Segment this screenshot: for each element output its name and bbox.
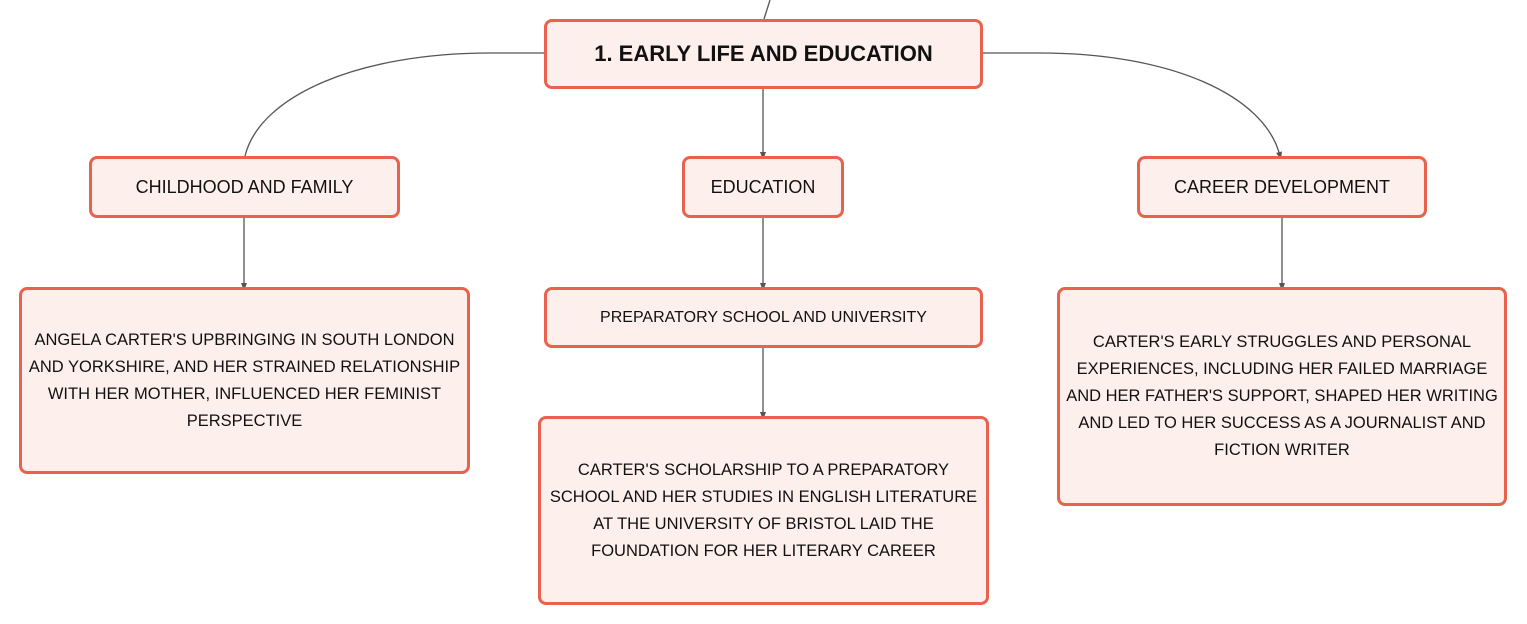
branch-node-label: CAREER DEVELOPMENT (1173, 176, 1391, 197)
leaf-node-education-detail[interactable] (538, 416, 989, 605)
connector-parent-to-root (764, 0, 770, 19)
leaf-node-text: CARTER'S EARLY STRUGGLES AND PERSONAL EXPERIENCES, INCLUDING HER FAILED MARRIAGE AND HER FATHER'S SUPPORT, SHAPED HER WRITING AND LED TO HER SUCCESS AS A JOURNALIST AND FICTION WRITER (1066, 333, 1498, 459)
branch-node-childhood-and-family[interactable] (89, 156, 400, 218)
branch-node-education[interactable] (682, 156, 844, 218)
branch-node-label: CHILDHOOD AND FAMILY (135, 176, 354, 197)
sub-node-preparatory-school-and-university[interactable] (544, 287, 983, 348)
root-node-label: 1. EARLY LIFE AND EDUCATION (594, 41, 933, 66)
connector-root-to-career (983, 53, 1280, 156)
branch-node-career-development[interactable] (1137, 156, 1427, 218)
leaf-node-text: ANGELA CARTER'S UPBRINGING IN SOUTH LONDON AND YORKSHIRE, AND HER STRAINED RELATIONSHIP WITH HER MOTHER, INFLUENCED HER FEMINIST PERSPECTIVE (28, 330, 461, 430)
leaf-node-childhood-detail[interactable] (19, 287, 470, 474)
connector-root-to-childhood (245, 53, 544, 156)
leaf-node-text: CARTER'S SCHOLARSHIP TO A PREPARATORY SCHOOL AND HER STUDIES IN ENGLISH LITERATURE AT THE UNIVERSITY OF BRISTOL LAID THE FOUNDATION FOR HER LITERARY CAREER (549, 460, 978, 560)
leaf-node-career-detail[interactable] (1057, 287, 1507, 506)
root-node[interactable] (544, 19, 983, 89)
branch-node-label: EDUCATION (710, 176, 816, 197)
sub-node-label: PREPARATORY SCHOOL AND UNIVERSITY (600, 308, 927, 326)
